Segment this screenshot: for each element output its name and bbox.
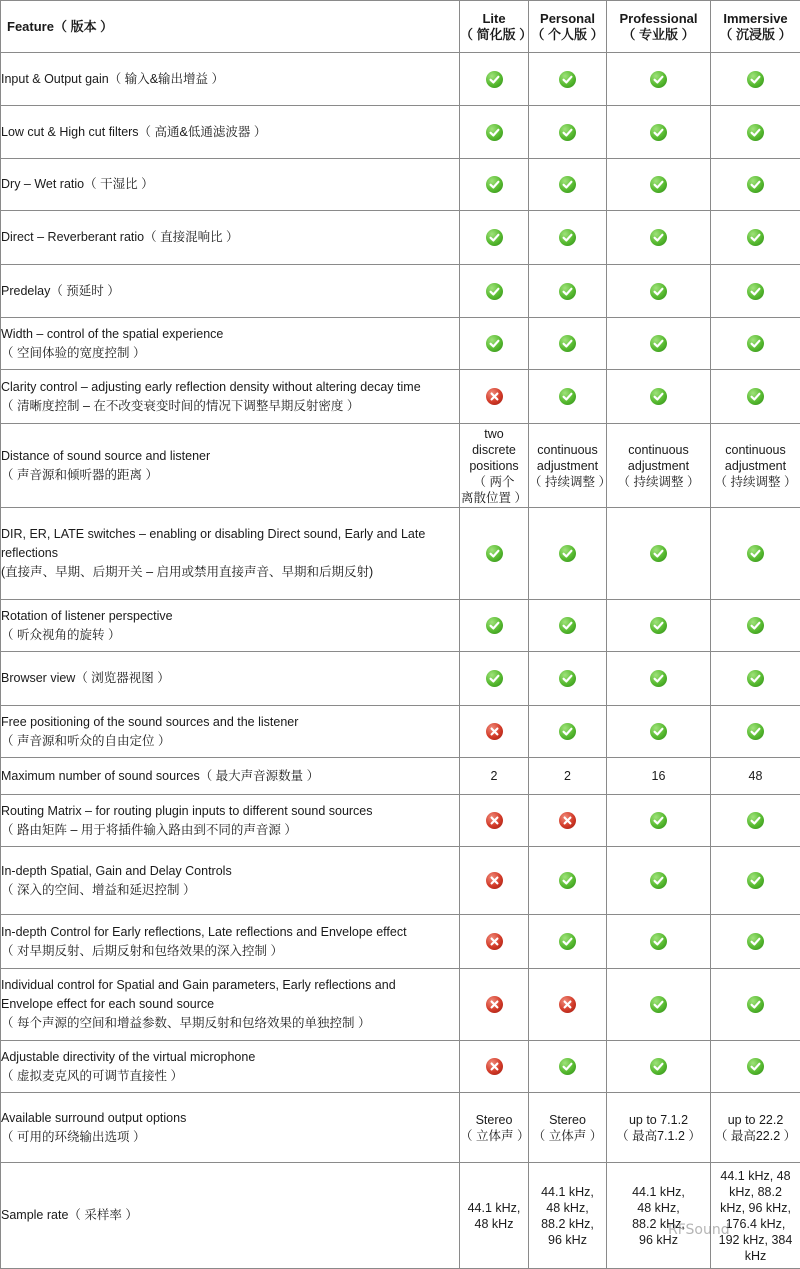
- immersive-value-cell: [711, 600, 800, 652]
- immersive-value-cell: [711, 53, 800, 106]
- value-text: 16: [607, 768, 710, 784]
- check-circle-icon: [486, 617, 503, 634]
- feature-line: (直接声、早期、后期开关 – 启用或禁用直接声音、早期和后期反射): [1, 563, 459, 582]
- feature-line: （ 可用的环绕输出选项 ）: [1, 1128, 459, 1147]
- feature-line: （ 清晰度控制 – 在不改变衰变时间的情况下调整早期反射密度 ）: [1, 397, 459, 416]
- value-text: 44.1 kHz, 48: [711, 1168, 800, 1184]
- lite-value-cell: [460, 847, 529, 915]
- personal-value-cell: [529, 1041, 607, 1093]
- value-text: （ 最高7.1.2 ）: [607, 1128, 710, 1144]
- value-text: 176.4 kHz,: [711, 1216, 800, 1232]
- table-row: [1, 1041, 800, 1093]
- check-circle-icon: [559, 229, 576, 246]
- value-text: kHz, 96 kHz,: [711, 1200, 800, 1216]
- lite-value-cell: [460, 706, 529, 758]
- personal-value-cell: [529, 915, 607, 969]
- lite-value-cell: [460, 265, 529, 318]
- feature-line: Sample rate（ 采样率 ）: [1, 1206, 459, 1225]
- feature-line: （ 空间体验的宽度控制 ）: [1, 344, 459, 363]
- value-text: up to 22.2: [711, 1112, 800, 1128]
- feature-line: Adjustable directivity of the virtual microphone: [1, 1048, 459, 1067]
- check-circle-icon: [486, 229, 503, 246]
- cross-circle-icon: [559, 812, 576, 829]
- lite-value-cell: [460, 652, 529, 706]
- feature-line: Direct – Reverberant ratio（ 直接混响比 ）: [1, 228, 459, 247]
- check-circle-icon: [650, 723, 667, 740]
- professional-value-cell: [607, 969, 711, 1041]
- check-circle-icon: [559, 933, 576, 950]
- immersive-value-cell: [711, 706, 800, 758]
- value-text: 48 kHz,: [607, 1200, 710, 1216]
- immersive-value-cell: [711, 508, 800, 600]
- check-circle-icon: [559, 124, 576, 141]
- check-circle-icon: [650, 124, 667, 141]
- feature-line: Distance of sound source and listener: [1, 447, 459, 466]
- feature-line: （ 声音源和听众的自由定位 ）: [1, 732, 459, 751]
- table-row: [1, 508, 800, 600]
- check-circle-icon: [486, 283, 503, 300]
- table-row: [1, 969, 800, 1041]
- feature-line: Browser view（ 浏览器视图 ）: [1, 669, 459, 688]
- table-row: [1, 847, 800, 915]
- value-text: positions: [460, 458, 528, 474]
- table-row: [1, 370, 800, 424]
- value-text: （ 立体声 ）: [529, 1128, 606, 1144]
- personal-value-cell: [529, 370, 607, 424]
- lite-value-cell: [460, 318, 529, 370]
- value-text: adjustment: [711, 458, 800, 474]
- feature-line: （ 虚拟麦克风的可调节直接性 ）: [1, 1067, 459, 1086]
- check-circle-icon: [486, 176, 503, 193]
- value-text: 44.1 kHz,: [607, 1184, 710, 1200]
- check-circle-icon: [486, 71, 503, 88]
- professional-value-cell: [607, 318, 711, 370]
- value-text: （ 持续调整 ）: [711, 474, 800, 490]
- feature-name-cell: [1, 1093, 460, 1163]
- check-circle-icon: [650, 1058, 667, 1075]
- lite-value-cell: [460, 1163, 529, 1269]
- cross-circle-icon: [486, 996, 503, 1013]
- feature-name-cell: [1, 508, 460, 600]
- table-row: [1, 159, 800, 211]
- professional-value-cell: [607, 1093, 711, 1163]
- check-circle-icon: [747, 1058, 764, 1075]
- feature-name-cell: [1, 600, 460, 652]
- personal-value-cell: [529, 265, 607, 318]
- lite-value-cell: [460, 600, 529, 652]
- lite-column-header: Lite （ 简化版 ）: [460, 1, 529, 53]
- professional-value-cell: [607, 1041, 711, 1093]
- value-text: （ 持续调整 ）: [529, 474, 606, 490]
- table-row: [1, 600, 800, 652]
- table-row: [1, 795, 800, 847]
- value-text: 192 kHz, 384: [711, 1232, 800, 1248]
- immersive-column-header: Immersive （ 沉浸版 ）: [711, 1, 800, 53]
- value-text: 48 kHz: [460, 1216, 528, 1232]
- value-text: 2: [460, 768, 528, 784]
- professional-value-cell: [607, 106, 711, 159]
- immersive-value-cell: [711, 915, 800, 969]
- check-circle-icon: [650, 335, 667, 352]
- professional-value-cell: [607, 652, 711, 706]
- immersive-value-cell: [711, 106, 800, 159]
- personal-value-cell: [529, 795, 607, 847]
- feature-name-cell: [1, 211, 460, 265]
- check-circle-icon: [747, 229, 764, 246]
- check-circle-icon: [486, 545, 503, 562]
- check-circle-icon: [747, 933, 764, 950]
- feature-name-cell: [1, 424, 460, 508]
- check-circle-icon: [650, 229, 667, 246]
- feature-line: Free positioning of the sound sources and the listener: [1, 713, 459, 732]
- feature-line: Routing Matrix – for routing plugin inputs to different sound sources: [1, 802, 459, 821]
- value-text: 44.1 kHz,: [460, 1200, 528, 1216]
- immersive-value-cell: [711, 424, 800, 508]
- professional-value-cell: [607, 1163, 711, 1269]
- feature-line: Envelope effect for each sound source: [1, 995, 459, 1014]
- cross-circle-icon: [486, 812, 503, 829]
- check-circle-icon: [486, 124, 503, 141]
- table-row: [1, 1093, 800, 1163]
- immersive-value-cell: [711, 969, 800, 1041]
- table-row: [1, 424, 800, 508]
- professional-value-cell: [607, 211, 711, 265]
- check-circle-icon: [559, 335, 576, 352]
- value-text: two: [460, 426, 528, 442]
- feature-line: Low cut & High cut filters（ 高通&低通滤波器 ）: [1, 123, 459, 142]
- table-row: [1, 211, 800, 265]
- feature-name-cell: [1, 847, 460, 915]
- lite-value-cell: [460, 106, 529, 159]
- table-row: [1, 265, 800, 318]
- personal-value-cell: [529, 847, 607, 915]
- lite-value-cell: [460, 1041, 529, 1093]
- lite-value-cell: [460, 969, 529, 1041]
- feature-line: In-depth Spatial, Gain and Delay Controls: [1, 862, 459, 881]
- check-circle-icon: [650, 617, 667, 634]
- immersive-value-cell: [711, 211, 800, 265]
- professional-value-cell: [607, 706, 711, 758]
- feature-name-cell: [1, 706, 460, 758]
- feature-line: Rotation of listener perspective: [1, 607, 459, 626]
- personal-value-cell: [529, 424, 607, 508]
- lite-value-cell: [460, 53, 529, 106]
- feature-line: （ 对早期反射、后期反射和包络效果的深入控制 ）: [1, 942, 459, 961]
- personal-value-cell: [529, 211, 607, 265]
- feature-name-cell: [1, 159, 460, 211]
- feature-name-cell: [1, 370, 460, 424]
- check-circle-icon: [559, 388, 576, 405]
- value-text: kHz: [711, 1248, 800, 1264]
- check-circle-icon: [559, 176, 576, 193]
- immersive-value-cell: [711, 1163, 800, 1269]
- value-text: adjustment: [529, 458, 606, 474]
- feature-line: Maximum number of sound sources（ 最大声音源数量 ）: [1, 767, 459, 786]
- feature-name-cell: [1, 758, 460, 795]
- personal-value-cell: [529, 969, 607, 1041]
- lite-value-cell: [460, 1093, 529, 1163]
- professional-value-cell: [607, 915, 711, 969]
- value-text: （ 持续调整 ）: [607, 474, 710, 490]
- personal-value-cell: [529, 1163, 607, 1269]
- feature-line: Clarity control – adjusting early reflection density without altering decay time: [1, 378, 459, 397]
- immersive-value-cell: [711, 159, 800, 211]
- value-text: （ 最高22.2 ）: [711, 1128, 800, 1144]
- value-text: （ 两个: [460, 474, 528, 490]
- personal-value-cell: [529, 600, 607, 652]
- immersive-value-cell: [711, 1041, 800, 1093]
- check-circle-icon: [559, 71, 576, 88]
- professional-value-cell: [607, 265, 711, 318]
- feature-column-header: Feature（ 版本 ）: [1, 1, 460, 53]
- check-circle-icon: [650, 545, 667, 562]
- check-circle-icon: [559, 723, 576, 740]
- value-text: continuous: [607, 442, 710, 458]
- check-circle-icon: [559, 283, 576, 300]
- check-circle-icon: [650, 388, 667, 405]
- check-circle-icon: [747, 71, 764, 88]
- table-row: [1, 106, 800, 159]
- check-circle-icon: [747, 872, 764, 889]
- value-text: 48 kHz,: [529, 1200, 606, 1216]
- professional-value-cell: [607, 159, 711, 211]
- lite-value-cell: [460, 758, 529, 795]
- lite-value-cell: [460, 508, 529, 600]
- personal-value-cell: [529, 706, 607, 758]
- value-text: 96 kHz: [529, 1232, 606, 1248]
- table-row: [1, 706, 800, 758]
- personal-value-cell: [529, 53, 607, 106]
- value-text: 48: [711, 768, 800, 784]
- table-row: [1, 652, 800, 706]
- feature-name-cell: [1, 652, 460, 706]
- professional-column-header: Professional （ 专业版 ）: [607, 1, 711, 53]
- professional-value-cell: [607, 758, 711, 795]
- cross-circle-icon: [486, 388, 503, 405]
- immersive-value-cell: [711, 758, 800, 795]
- feature-name-cell: [1, 1163, 460, 1269]
- value-text: Stereo: [460, 1112, 528, 1128]
- table-row: [1, 758, 800, 795]
- personal-value-cell: [529, 159, 607, 211]
- value-text: 88.2 kHz,: [607, 1216, 710, 1232]
- feature-line: （ 深入的空间、增益和延迟控制 ）: [1, 881, 459, 900]
- feature-line: （ 声音源和倾听器的距离 ）: [1, 466, 459, 485]
- check-circle-icon: [747, 723, 764, 740]
- personal-value-cell: [529, 652, 607, 706]
- feature-line: （ 听众视角的旋转 ）: [1, 626, 459, 645]
- feature-line: Input & Output gain（ 输入&输出增益 ）: [1, 70, 459, 89]
- feature-name-cell: [1, 53, 460, 106]
- value-text: up to 7.1.2: [607, 1112, 710, 1128]
- check-circle-icon: [747, 545, 764, 562]
- value-text: 离散位置 ）: [460, 490, 528, 506]
- feature-name-cell: [1, 106, 460, 159]
- check-circle-icon: [747, 617, 764, 634]
- cross-circle-icon: [486, 723, 503, 740]
- check-circle-icon: [486, 670, 503, 687]
- feature-name-cell: [1, 265, 460, 318]
- check-circle-icon: [747, 124, 764, 141]
- check-circle-icon: [650, 670, 667, 687]
- cross-circle-icon: [486, 933, 503, 950]
- check-circle-icon: [747, 283, 764, 300]
- value-text: discrete: [460, 442, 528, 458]
- value-text: （ 立体声 ）: [460, 1128, 528, 1144]
- personal-value-cell: [529, 508, 607, 600]
- check-circle-icon: [747, 176, 764, 193]
- cross-circle-icon: [486, 872, 503, 889]
- value-text: adjustment: [607, 458, 710, 474]
- check-circle-icon: [650, 283, 667, 300]
- check-circle-icon: [650, 872, 667, 889]
- personal-value-cell: [529, 758, 607, 795]
- professional-value-cell: [607, 370, 711, 424]
- professional-value-cell: [607, 600, 711, 652]
- immersive-value-cell: [711, 265, 800, 318]
- header-row: [1, 1, 800, 53]
- feature-line: Available surround output options: [1, 1109, 459, 1128]
- immersive-value-cell: [711, 318, 800, 370]
- lite-value-cell: [460, 370, 529, 424]
- professional-value-cell: [607, 53, 711, 106]
- lite-value-cell: [460, 159, 529, 211]
- table-row: [1, 318, 800, 370]
- check-circle-icon: [650, 812, 667, 829]
- watermark-text: RFSound: [668, 1222, 730, 1238]
- value-text: Stereo: [529, 1112, 606, 1128]
- value-text: 44.1 kHz,: [529, 1184, 606, 1200]
- check-circle-icon: [559, 872, 576, 889]
- check-circle-icon: [559, 545, 576, 562]
- check-circle-icon: [650, 933, 667, 950]
- personal-value-cell: [529, 106, 607, 159]
- feature-line: Predelay（ 预延时 ）: [1, 282, 459, 301]
- feature-line: DIR, ER, LATE switches – enabling or disabling Direct sound, Early and Late: [1, 525, 459, 544]
- table-row: [1, 53, 800, 106]
- lite-value-cell: [460, 915, 529, 969]
- lite-value-cell: [460, 211, 529, 265]
- check-circle-icon: [559, 1058, 576, 1075]
- check-circle-icon: [747, 335, 764, 352]
- feature-name-cell: [1, 1041, 460, 1093]
- check-circle-icon: [650, 996, 667, 1013]
- feature-name-cell: [1, 318, 460, 370]
- feature-line: Dry – Wet ratio（ 干湿比 ）: [1, 175, 459, 194]
- feature-line: （ 路由矩阵 – 用于将插件输入路由到不同的声音源 ）: [1, 821, 459, 840]
- check-circle-icon: [747, 388, 764, 405]
- cross-circle-icon: [486, 1058, 503, 1075]
- cross-circle-icon: [559, 996, 576, 1013]
- value-text: continuous: [711, 442, 800, 458]
- immersive-value-cell: [711, 652, 800, 706]
- table-row: [1, 915, 800, 969]
- check-circle-icon: [650, 176, 667, 193]
- check-circle-icon: [650, 71, 667, 88]
- feature-line: Individual control for Spatial and Gain parameters, Early reflections and: [1, 976, 459, 995]
- immersive-value-cell: [711, 847, 800, 915]
- lite-value-cell: [460, 424, 529, 508]
- feature-line: reflections: [1, 544, 459, 563]
- table-row: [1, 1163, 800, 1269]
- personal-value-cell: [529, 1093, 607, 1163]
- check-circle-icon: [486, 335, 503, 352]
- check-circle-icon: [747, 670, 764, 687]
- feature-line: In-depth Control for Early reflections, Late reflections and Envelope effect: [1, 923, 459, 942]
- professional-value-cell: [607, 795, 711, 847]
- professional-value-cell: [607, 508, 711, 600]
- feature-name-cell: [1, 969, 460, 1041]
- immersive-value-cell: [711, 795, 800, 847]
- immersive-value-cell: [711, 1093, 800, 1163]
- feature-line: Width – control of the spatial experience: [1, 325, 459, 344]
- value-text: continuous: [529, 442, 606, 458]
- value-text: kHz, 88.2: [711, 1184, 800, 1200]
- value-text: 96 kHz: [607, 1232, 710, 1248]
- check-circle-icon: [747, 996, 764, 1013]
- check-circle-icon: [747, 812, 764, 829]
- personal-column-header: Personal （ 个人版 ）: [529, 1, 607, 53]
- value-text: 2: [529, 768, 606, 784]
- feature-name-cell: [1, 795, 460, 847]
- feature-line: （ 每个声源的空间和增益参数、早期反射和包络效果的单独控制 ）: [1, 1014, 459, 1033]
- professional-value-cell: [607, 424, 711, 508]
- check-circle-icon: [559, 617, 576, 634]
- value-text: 88.2 kHz,: [529, 1216, 606, 1232]
- check-circle-icon: [559, 670, 576, 687]
- professional-value-cell: [607, 847, 711, 915]
- immersive-value-cell: [711, 370, 800, 424]
- feature-name-cell: [1, 915, 460, 969]
- personal-value-cell: [529, 318, 607, 370]
- lite-value-cell: [460, 795, 529, 847]
